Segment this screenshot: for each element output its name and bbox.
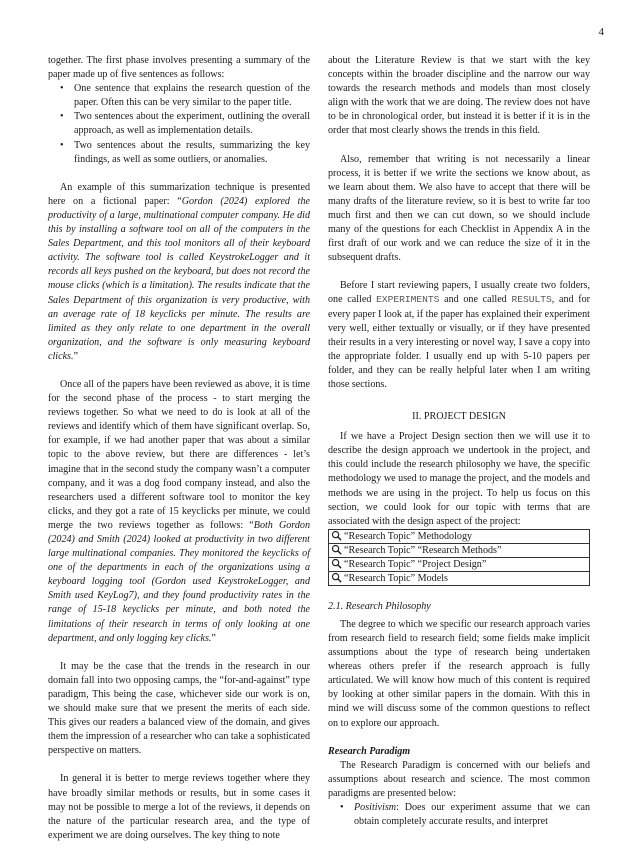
folders-lead: Before I start reviewing papers, I usually create two folders, one called [328, 280, 590, 306]
paragraph-example [48, 181, 310, 364]
paragraph-merging [48, 378, 310, 646]
left-column [48, 54, 310, 857]
paragraph-folders [328, 279, 590, 392]
positivism-text: : Does our experiment assume that we can obtain completely accurate results, and interpret [354, 802, 590, 828]
section-heading-project-design: II. PROJECT DESIGN [412, 411, 506, 423]
summary-bullet-list [48, 82, 310, 167]
table-row [329, 543, 590, 557]
bullet-item: • Two sentences about the experiment, outlining the overall approach, as well as implementation details. [48, 110, 310, 138]
search-term-text: “Research Topic” Models [344, 572, 448, 584]
search-term-cell [329, 529, 590, 543]
search-icon [331, 558, 342, 569]
table-row [329, 529, 590, 543]
bullet-item: • One sentence that explains the research question of the paper. Often this can be very similar to the paper title. [48, 82, 310, 110]
search-term-text: “Research Topic” “Research Methods” [344, 544, 502, 556]
search-term-text: “Research Topic” “Project Design” [344, 558, 487, 570]
example-quote: Gordon (2024) explored the productivity of a large, multinational computer company. He did this by installing a software tool on all of the computers in the Sales Department, and this tool monitors all of their keyboard activity. The software tool is called KeystrokeLogger and it records all keys pushed on the keyboard, but does not record the mouse clicks (which is a limitation). The results indicate that the Sales Department of this organization is very productive, with an average rate of 18 keyclicks per minute. The results are limited as they only relate to one department in the overall organization, and the software is only measuring keyboard clicks. [48, 195, 310, 362]
folders-tail: , and for every paper I look at, if the paper has explained their experiment very well, either textually or visually, or if they have presented their results in a very interesting or novel way, I save a copy into the appropriate folder. I usually end up with 5-10 papers per folder, and they can be really helpful later when I am writing those sections. [328, 294, 591, 390]
paragraph-research-paradigm: The Research Paradigm is concerned with our beliefs and assumptions about research and science. The most common paradigms are presented below: [328, 759, 590, 799]
paragraph-writing-process: Also, remember that writing is not necessarily a linear process, it is better if we write the sections we know about, as we learn about them. We also have to accept that there will be many drafts of the literature review, so it is best to write far too much first and then we can cut down, so we should include many of the questions for each Checklist in Appendix A in the first draft of our work and we can reduce the size of it in the subsequent drafts. [328, 153, 590, 264]
results-folder-name: RESULTS [511, 294, 552, 306]
page-number: 4 [598, 26, 604, 38]
example-close-quote: ” [73, 350, 78, 362]
paragraph-opposing-camps: It may be the case that the trends in the research in our domain fall into two opposing camps, the “for-and-against” type paradigm, This being the case, whichever side our work is on, we should make sure that we present the merits of each side. This gives our readers a balanced view of the domain, and gives them the impression of a researcher who can take a sophisticated perspective on matters. [48, 660, 310, 757]
paragraph-project-design: If we have a Project Design section then we will use it to describe the design approach we undertook in the project, and this could include the research philosophy we have, the specific methodology we used to manage the project, and the models and methods we are using in the project. To help us focus on this section, we could look for our topic with terms that are associated with the design aspect of the project: [328, 431, 590, 527]
table-row [329, 557, 590, 571]
search-term-text: “Research Topic” Methodology [344, 530, 473, 542]
table-row [329, 571, 590, 585]
positivism-term: Positivism [354, 802, 397, 814]
paragraph-lit-review: about the Literature Review is that we start with the key concepts within the broader discipline and the narrow our way towards the research methods and models than most closely align with the work that we are doing. The review does not have to be in chronological order, but instead it is better if it is in the order that most clearly shows the trends in this field. [328, 55, 590, 137]
right-column [328, 54, 590, 843]
bullet-item: • Two sentences about the results, summarizing the key findings, as well as some outliers, or anomalies. [48, 139, 310, 167]
folders-mid: and one called [439, 294, 512, 306]
search-icon [331, 572, 342, 583]
search-term-cell [329, 557, 590, 571]
experiments-folder-name: EXPERIMENTS [376, 294, 440, 306]
search-icon [331, 530, 342, 541]
heading-research-paradigm: Research Paradigm [328, 745, 411, 757]
merging-close-quote: ” [211, 632, 216, 644]
merging-lead: Once all of the papers have been reviewed as above, it is time for the second phase of the process - to start merging the reviews together. So what we need to do is look at all of the reviews and identify which of them have significant overlap. So, for example, if we had another paper that was about a similar topic to the above review, but there are differences - let’s imagine that in the second study the company wasn’t a computer company, and it was a dog food company instead, and also the researchers used a different software tool to monitor the key clicks, and they got a rate of 15 keyclicks per minute, we could merge the two reviews together as follows: “ [48, 378, 310, 531]
paragraph-merge-advice: In general it is better to merge reviews together where they have broadly similar methods or results, but in some cases it may not be possible to merge a lot of the reviews, it depends on the nature of the particular research area, and the type of experiment we are doing ourselves. The key thing to note [48, 773, 310, 841]
paragraph-research-philosophy: The degree to which we specific our research approach varies from research field to research field; some fields make implicit assumptions about the type of research being undertaken whereas others prefer if the research approach is fully articulated. We will know how much of this content is required by looking at other similar papers in the domain. With this in mind we will discuss some of the common questions to reflect on to explore our approach. [328, 618, 590, 729]
paragraph-intro: together. The first phase involves presenting a summary of the paper made up of five sentences as follows: [48, 55, 310, 81]
paradigm-bullet-list [328, 801, 590, 829]
merging-quote: Both Gordon (2024) and Smith (2024) looked at productivity in two different large multinational companies. They monitored the keyclicks of one of the departments in each of the organizations using a keyboard logging tool (Gordon used KeystrokeLogger, and Smith used KeyLog7), and they found productivity rates in the range of 15-18 keyclicks per minute, and both noted the limitations of their research in terms of only looking at one department, and only logging key clicks. [48, 519, 310, 644]
search-term-cell [329, 543, 590, 557]
bullet-item-positivism [328, 801, 590, 829]
search-terms-table [328, 529, 590, 586]
search-icon [331, 544, 342, 555]
search-term-cell [329, 571, 590, 585]
subsection-heading-research-philosophy: 2.1. Research Philosophy [328, 600, 431, 612]
example-lead: An example of this summarization technique is presented here on a fictional paper: “ [48, 181, 310, 207]
